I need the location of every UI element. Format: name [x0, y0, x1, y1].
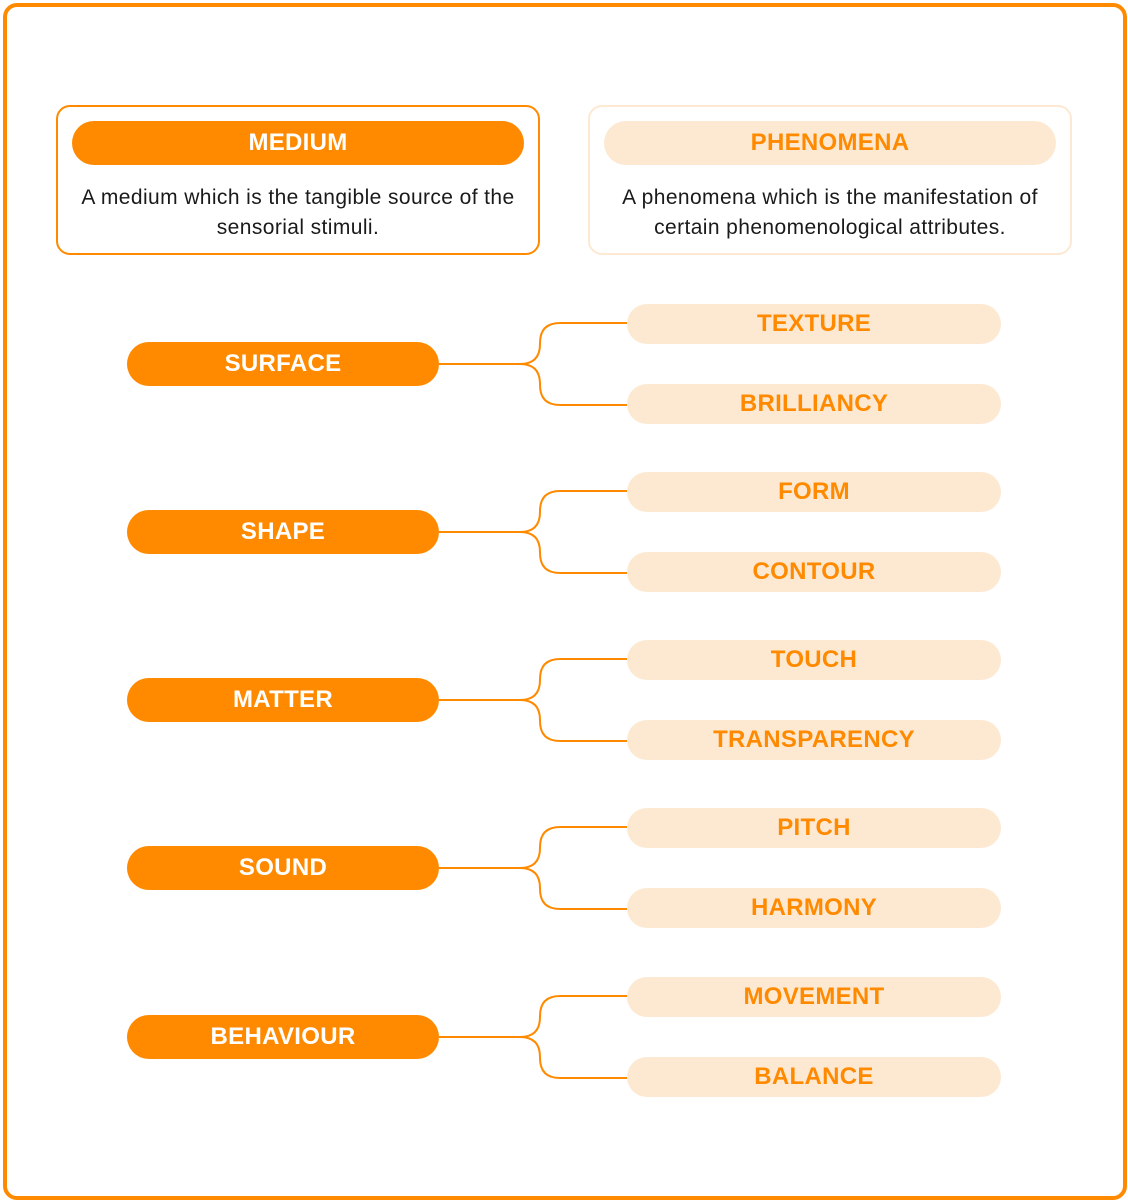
phenomena-pill-form: FORM: [627, 472, 1001, 512]
connector-group-1: [439, 491, 627, 573]
phenomena-pill-movement: MOVEMENT: [627, 977, 1001, 1017]
phenomena-title: PHENOMENA: [604, 121, 1056, 165]
phenomena-pill-transparency: TRANSPARENCY: [627, 720, 1001, 760]
medium-pill-shape: SHAPE: [127, 510, 439, 554]
phenomena-description: A phenomena which is the manifestation of certain phenomenological attributes.: [622, 186, 1038, 239]
phenomena-pill-balance: BALANCE: [627, 1057, 1001, 1097]
connector-group-3: [439, 827, 627, 909]
connector-group-0: [439, 323, 627, 405]
phenomena-pill-texture: TEXTURE: [627, 304, 1001, 344]
phenomena-pill-contour: CONTOUR: [627, 552, 1001, 592]
phenomena-pill-pitch: PITCH: [627, 808, 1001, 848]
medium-title: MEDIUM: [72, 121, 524, 165]
medium-pill-behaviour: BEHAVIOUR: [127, 1015, 439, 1059]
medium-pill-surface: SURFACE: [127, 342, 439, 386]
connector-group-4: [439, 996, 627, 1078]
phenomena-pill-touch: TOUCH: [627, 640, 1001, 680]
medium-pill-matter: MATTER: [127, 678, 439, 722]
phenomena-pill-brilliancy: BRILLIANCY: [627, 384, 1001, 424]
connector-group-2: [439, 659, 627, 741]
medium-pill-sound: SOUND: [127, 846, 439, 890]
phenomena-pill-harmony: HARMONY: [627, 888, 1001, 928]
medium-description: A medium which is the tangible source of the sensorial stimuli.: [81, 186, 515, 239]
